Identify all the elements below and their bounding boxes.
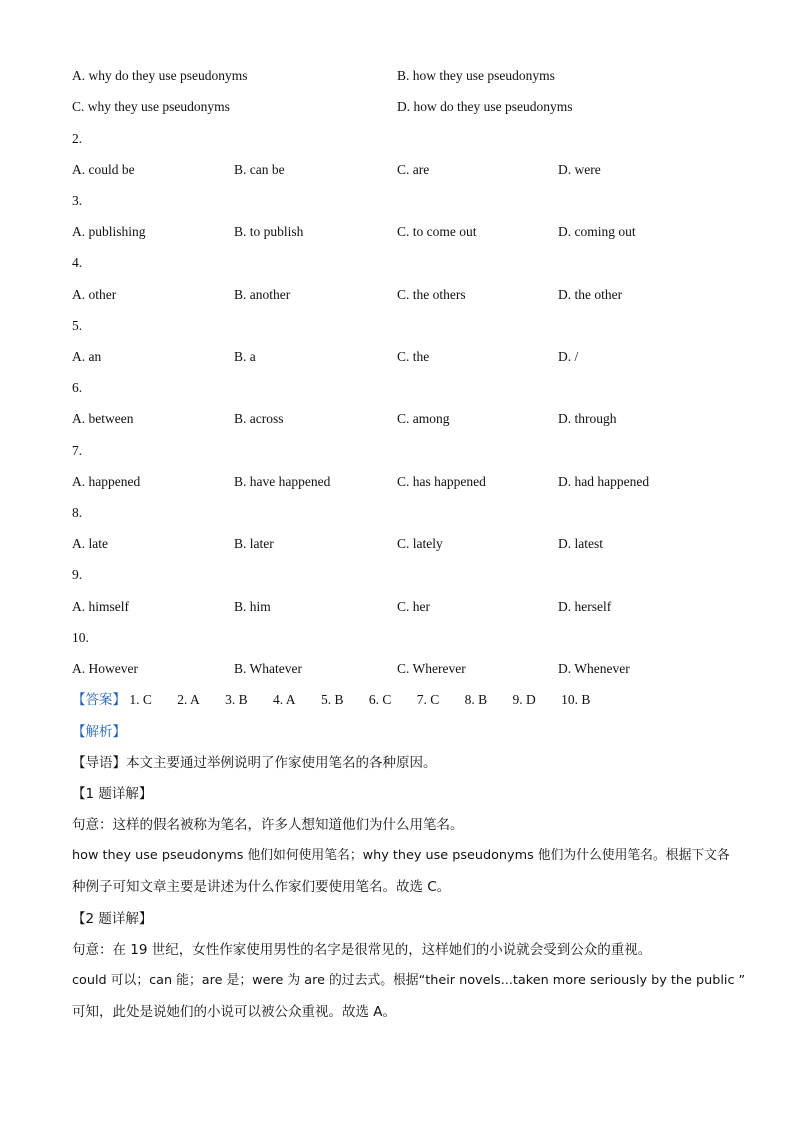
q1-option-a: A. why do they use pseudonyms <box>72 68 248 83</box>
answer-key <box>72 690 612 710</box>
detail2-line: could 可以；can 能；are 是；were 为 are 的过去式。根据“their novels...taken more seriously by the public ” <box>72 973 746 988</box>
detail1-line: 句意：这样的假名被称为笔名，许多人想知道他们为什么用笔名。 <box>72 817 464 833</box>
answer-label: 【答案】 <box>72 692 126 708</box>
guide-label: 【导语】 <box>72 755 126 771</box>
option-a: A. could be <box>72 162 135 177</box>
option-d: D. the other <box>558 287 623 302</box>
guide-text: 本文主要通过举例说明了作家使用笔名的各种原因。 <box>126 755 437 771</box>
option-b: B. to publish <box>234 224 304 239</box>
q1-option-d: D. how do they use pseudonyms <box>397 99 573 114</box>
option-d: D. latest <box>558 536 603 551</box>
answer-item: 6. C <box>368 692 392 707</box>
answer-item: 4. A <box>273 692 296 707</box>
option-a: A. happened <box>72 474 141 489</box>
question-number: 6. <box>72 380 83 395</box>
detail1-label: 【1 题详解】 <box>72 786 153 802</box>
question-number: 3. <box>72 193 83 208</box>
q1-option-c: C. why they use pseudonyms <box>72 99 230 114</box>
option-c: C. lately <box>397 536 443 551</box>
question-number: 4. <box>72 255 83 270</box>
answer-item: 5. B <box>320 692 344 707</box>
option-b: B. Whatever <box>234 661 302 676</box>
option-c: C. the <box>397 349 430 364</box>
option-a: A. publishing <box>72 224 146 239</box>
option-d: D. had happened <box>558 474 650 489</box>
answer-item: 2. A <box>177 692 200 707</box>
guide-line <box>72 753 722 773</box>
question-number: 9. <box>72 567 83 582</box>
q1-option-b: B. how they use pseudonyms <box>397 68 555 83</box>
option-d: D. Whenever <box>558 661 630 676</box>
answer-item: 7. C <box>416 692 440 707</box>
question-number: 7. <box>72 443 83 458</box>
option-b: B. another <box>234 287 291 302</box>
answer-item: 8. B <box>464 692 488 707</box>
detail2-label: 【2 题详解】 <box>72 911 153 927</box>
option-a: A. other <box>72 287 117 302</box>
option-a: A. However <box>72 661 138 676</box>
option-b: B. across <box>234 411 284 426</box>
option-c: C. her <box>397 599 430 614</box>
question-number: 5. <box>72 318 83 333</box>
analysis-label: 【解析】 <box>72 724 126 740</box>
detail2-line: 句意：在 19 世纪，女性作家使用男性的名字是很常见的，这样她们的小说就会受到公众的重视。 <box>72 942 652 958</box>
option-c: C. are <box>397 162 430 177</box>
option-b: B. him <box>234 599 271 614</box>
option-a: A. an <box>72 349 102 364</box>
option-b: B. later <box>234 536 274 551</box>
answer-item: 9. D <box>512 692 536 707</box>
option-a: A. late <box>72 536 108 551</box>
option-c: C. Wherever <box>397 661 466 676</box>
option-a: A. himself <box>72 599 129 614</box>
question-number: 8. <box>72 505 83 520</box>
option-b: B. have happened <box>234 474 331 489</box>
answer-item: 10. B <box>561 692 591 707</box>
option-c: C. the others <box>397 287 466 302</box>
option-c: C. among <box>397 411 450 426</box>
option-d: D. coming out <box>558 224 636 239</box>
option-b: B. can be <box>234 162 285 177</box>
detail1-line: 种例子可知文章主要是讲述为什么作家们要使用笔名。故选 C。 <box>72 879 451 895</box>
option-b: B. a <box>234 349 256 364</box>
option-a: A. between <box>72 411 134 426</box>
detail1-line: how they use pseudonyms 他们如何使用笔名；why they use pseudonyms 他们为什么使用笔名。根据下文各 <box>72 848 730 863</box>
question-number: 10. <box>72 630 89 645</box>
answer-item: 1. C <box>129 692 152 707</box>
option-c: C. has happened <box>397 474 486 489</box>
question-number: 2. <box>72 131 83 146</box>
option-d: D. through <box>558 411 617 426</box>
answer-item: 3. B <box>225 692 248 707</box>
detail2-line: 可知，此处是说她们的小说可以被公众重视。故选 A。 <box>72 1004 397 1020</box>
option-d: D. were <box>558 162 601 177</box>
option-d: D. herself <box>558 599 612 614</box>
option-c: C. to come out <box>397 224 477 239</box>
option-d: D. / <box>558 349 579 364</box>
